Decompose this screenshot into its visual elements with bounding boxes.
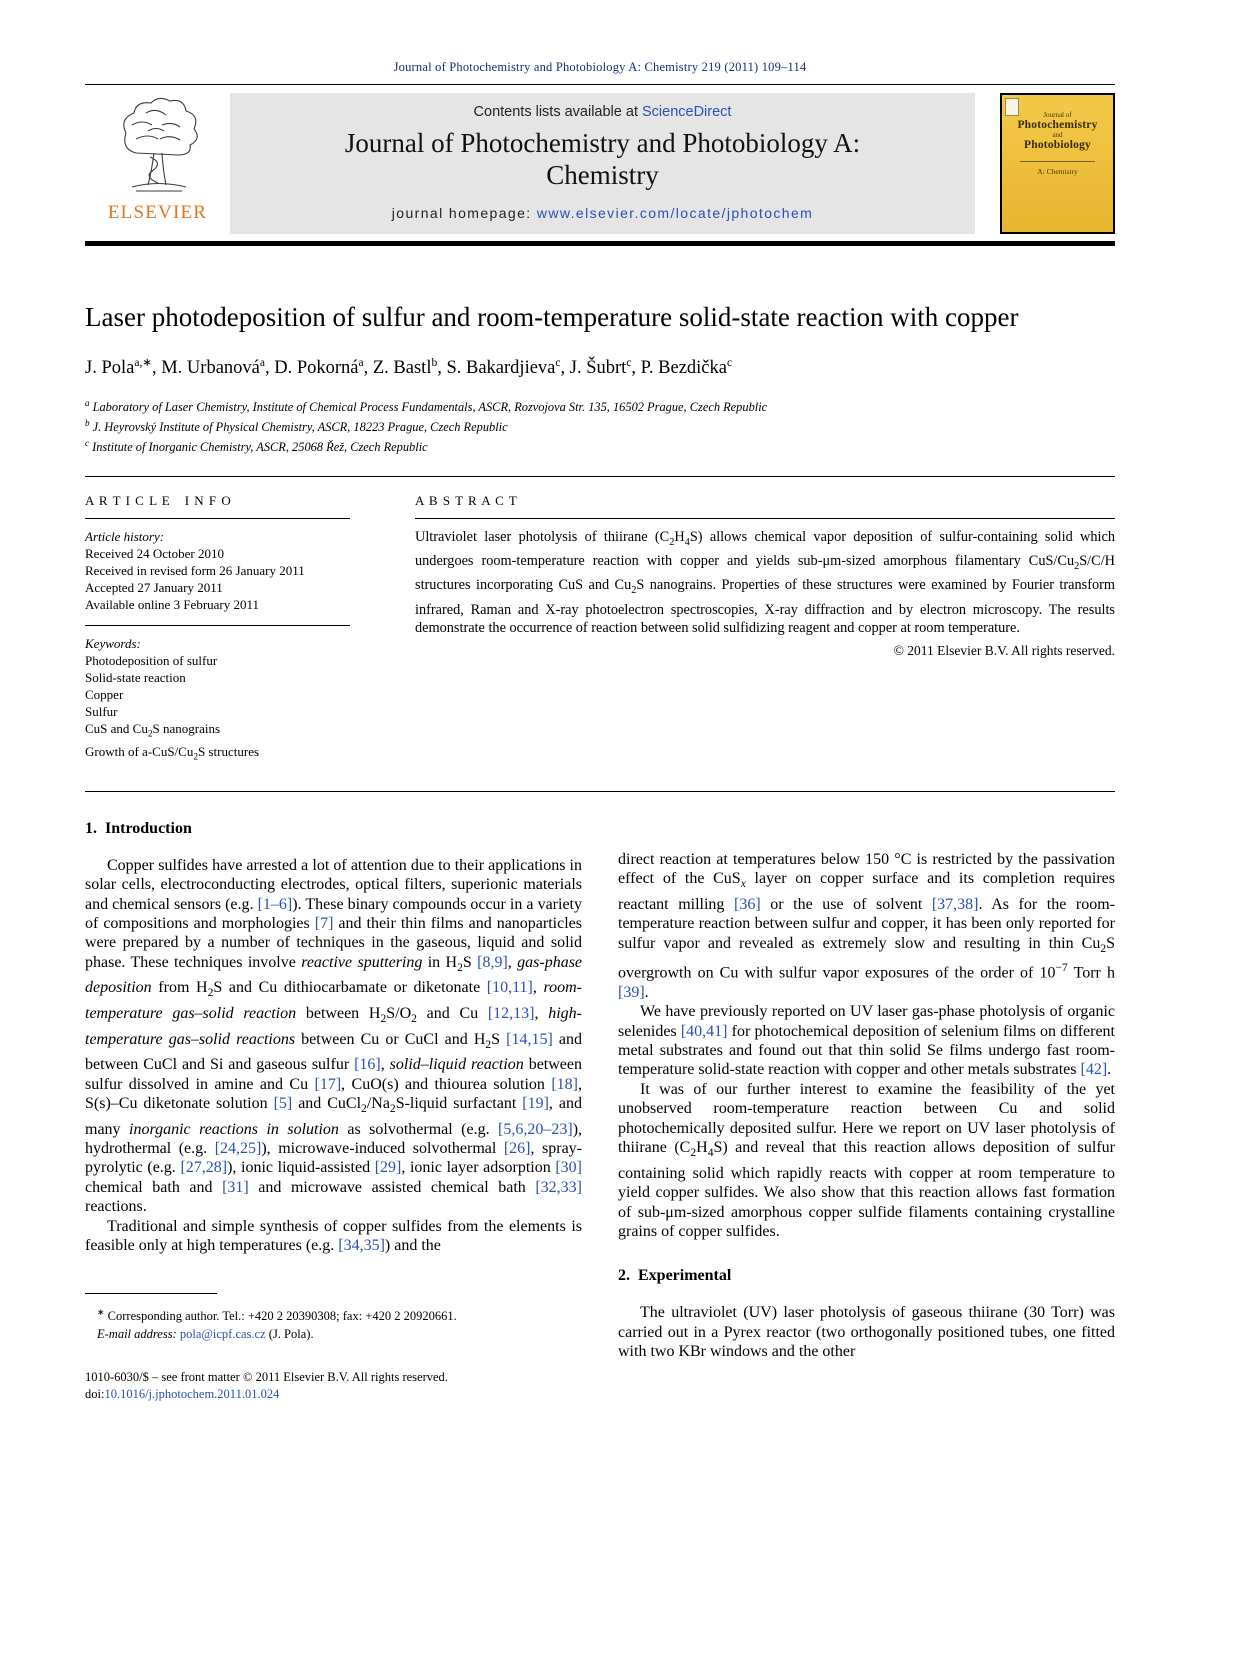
divider xyxy=(415,518,1115,519)
left-column xyxy=(85,820,582,1403)
affiliations xyxy=(85,395,1115,455)
issn-line: 1010-6030/$ – see front matter © 2011 Elsevier B.V. All rights reserved. xyxy=(85,1369,448,1384)
keyword: Photodeposition of sulfur xyxy=(85,652,218,668)
footnote-line: ∗ Corresponding author. Tel.: +420 2 20390308; fax: +420 2 20920661. xyxy=(97,1307,457,1324)
abstract-text: Ultraviolet laser photolysis of thiirane $(C_2H_4S)$ allows chemical vapor deposition of sulfur-containing solid which undergoes room-temperature reaction with copper and yields sub-μm-sized amorphous filamentary CuS/$Cu_2S/C/H$ structures incorporating CuS and $Cu_2S$ nanograins. Properties of these structures were examined by Fourier transform infrared, Raman and X-ray photoelectron spectroscopies, X-ray diffraction and by electron microscopy. The results demonstrate the occurrence of reaction between solid sulfidizing reagent and copper at room temperature. xyxy=(415,528,1115,637)
citation-ref-link[interactable]: [42] xyxy=(1080,1061,1108,1079)
citation-ref-link[interactable]: [5,6,20–23] xyxy=(498,1120,573,1138)
article-title: Laser photodeposition of sulfur and room-temperature solid-state reaction with copper xyxy=(85,302,1019,332)
section-heading-introduction: 1. Introduction xyxy=(85,819,192,837)
citation-ref-link[interactable]: [27,28] xyxy=(180,1159,228,1177)
citation-ref-link[interactable]: [26] xyxy=(503,1139,531,1157)
cover-text-chemistry: A: Chemistry xyxy=(1037,167,1078,176)
citation-ref-link[interactable]: [10,11] xyxy=(486,979,533,997)
citation-ref-link[interactable]: [5] xyxy=(273,1094,293,1112)
citation-ref-link[interactable]: [30] xyxy=(555,1159,582,1177)
elsevier-logo xyxy=(85,93,230,234)
homepage-prefix: journal homepage: xyxy=(391,205,537,221)
meta-bottom-rule xyxy=(85,791,1115,792)
paragraph: The ultraviolet (UV) laser photolysis of gaseous thiirane (30 Torr) was carried out in a Pyrex reactor (two orthogonally positioned tubes, one fitted with two KBr windows and the other xyxy=(618,1304,1115,1361)
citation-ref-link[interactable]: [7] xyxy=(314,914,334,932)
header-thick-rule xyxy=(85,241,1115,246)
publisher-footer xyxy=(85,1369,582,1403)
history-item: Available online 3 February 2011 xyxy=(85,596,260,612)
sciencedirect-link[interactable]: ScienceDirect xyxy=(642,104,732,120)
citation-ref-link[interactable]: [1–6] xyxy=(257,895,293,913)
affiliation-c: $^c$ Institute of Inorganic Chemistry, ASCR, 25068 Řež, Czech Republic xyxy=(85,438,428,455)
keyword: Copper xyxy=(85,686,124,702)
paragraph: Traditional and simple synthesis of copper sulfides from the elements is feasible only at high temperatures (e.g. [34,35]) and the xyxy=(85,1217,582,1254)
affiliation-b: $^b$ J. Heyrovský Institute of Physical Chemistry, ASCR, 18223 Prague, Czech Republic xyxy=(85,418,508,435)
article-body xyxy=(85,820,1115,1403)
citation-ref-link[interactable]: [14,15] xyxy=(506,1030,553,1048)
elsevier-wordmark: ELSEVIER xyxy=(107,202,208,223)
cover-text-photobiology: Photobiology xyxy=(1024,139,1091,151)
keyword: Solid-state reaction xyxy=(85,669,186,685)
article-info-panel xyxy=(85,493,350,767)
article-meta xyxy=(85,493,1115,767)
abstract-copyright: © 2011 Elsevier B.V. All rights reserved. xyxy=(893,643,1115,659)
elsevier-tree-icon xyxy=(106,95,210,195)
citation-ref-link[interactable]: [16] xyxy=(354,1056,381,1074)
paragraph: We have previously reported on UV laser gas-phase photolysis of organic selenides [40,41] for photochemical deposition of selenium films on different metal substrates and found out that thin solid Se films undergo fast room-temperature solid-state reaction with copper and other metals substrates [42]. xyxy=(618,1003,1115,1079)
keyword: CuS and $Cu_2S$ nanograins xyxy=(85,720,221,740)
cover-mini-logo xyxy=(1005,98,1019,116)
citation-ref-link[interactable]: [18] xyxy=(551,1075,578,1093)
history-item: Accepted 27 January 2011 xyxy=(85,579,223,595)
journal-title-line2: Chemistry xyxy=(546,160,659,190)
meta-top-rule xyxy=(85,476,1115,477)
citation-ref-link[interactable]: [29] xyxy=(374,1159,402,1177)
article-info-heading: A R T I C L E I N F O xyxy=(85,492,232,508)
citation-ref-link[interactable]: [39] xyxy=(618,983,645,1001)
keyword: Growth of $a-CuS/Cu_2S$ structures xyxy=(85,744,260,763)
journal-banner xyxy=(230,93,975,234)
cover-text-and: and xyxy=(1052,131,1063,139)
citation-ref-link[interactable]: [12,13] xyxy=(487,1004,535,1022)
keywords-label: Keywords: xyxy=(85,635,141,651)
paragraph: Copper sulfides have arrested a lot of attention due to their applications in solar cells, electroconducting electrodes, optical filters, superionic materials and chemical sensors (e.g. [1–6]). These binary compounds occur in a variety of compositions and morphologies [7] and their thin films and nanoparticles were prepared by a number of techniques in the gaseous, liquid and solid phase. These techniques involve reactive sputtering in $H_2S$ [8,9], gas-phase deposition from $H_2S$ and Cu dithiocarbamate or diketonate [10,11], room-temperature gas–solid reaction between $H_2S/O_2$ and Cu [12,13], high-temperature gas–solid reactions between Cu or CuCl and $H_2S$ [14,15] and between CuCl and Si and gaseous sulfur [16], solid–liquid reaction between sulfur dissolved in amine and Cu [17], CuO(s) and thiourea solution [18], S(s)–Cu diketonate solution [5] and $CuCl_2/Na_2S$-liquid surfactant [19], and many inorganic reactions in solution as solvothermal (e.g. [5,6,20–23]), hydrothermal (e.g. [24,25]), microwave-induced solvothermal [26], spray-pyrolytic (e.g. [27,28]), ionic liquid-assisted [29], ionic layer adsorption [30] chemical bath and [31] and microwave assisted chemical bath [32,33] reactions. xyxy=(85,856,583,1216)
citation-ref-link[interactable]: [40,41] xyxy=(680,1022,728,1040)
running-head-citation: Journal of Photochemistry and Photobiology A: Chemistry 219 (2011) 109–114 xyxy=(393,60,807,74)
citation-ref-link[interactable]: [32,33] xyxy=(535,1178,582,1196)
citation-ref-link[interactable]: [24,25] xyxy=(214,1139,262,1157)
contents-prefix: Contents lists available at xyxy=(473,104,642,120)
citation-ref-link[interactable]: [37,38] xyxy=(931,895,979,913)
cover-text-photochemistry: Photochemistry xyxy=(1017,119,1098,131)
affiliation-a: $^a$ Laboratory of Laser Chemistry, Institute of Chemical Process Fundamentals, ASCR, Rozvojova Str. 135, 16502 Prague, Czech Republic xyxy=(85,398,768,415)
footnote-email-line: E-mail address: pola@icpf.cas.cz (J. Pola). xyxy=(97,1326,314,1341)
keyword: Sulfur xyxy=(85,703,118,719)
citation-ref-link[interactable]: [34,35] xyxy=(338,1236,385,1254)
doi-prefix: doi: xyxy=(85,1386,105,1401)
divider xyxy=(85,518,350,519)
contents-line xyxy=(230,104,975,120)
doi-link[interactable]: 10.1016/j.jphotochem.2011.01.024 xyxy=(104,1386,280,1401)
cover-divider xyxy=(1020,161,1095,162)
doi-line xyxy=(85,1386,582,1403)
top-divider xyxy=(85,84,1115,85)
journal-header xyxy=(85,93,1115,234)
journal-title-line1: Journal of Photochemistry and Photobiology A: xyxy=(344,128,861,158)
right-column xyxy=(618,820,1115,1403)
history-item: Received 24 October 2010 xyxy=(85,545,224,561)
citation-ref-link[interactable]: [36] xyxy=(734,895,761,913)
homepage-link[interactable]: www.elsevier.com/locate/jphotochem xyxy=(536,205,814,221)
divider xyxy=(85,625,350,626)
corresponding-author-footnote xyxy=(85,1304,582,1342)
abstract-heading: A B S T R A C T xyxy=(415,492,518,508)
journal-cover-thumbnail[interactable] xyxy=(1000,93,1115,234)
footnote-rule xyxy=(85,1293,217,1294)
abstract-panel xyxy=(415,493,1115,767)
paragraph: direct reaction at temperatures below 150 °C is restricted by the passivation effect of the CuS$_x$ layer on copper surface and its completion requires reactant milling [36] or the use of solvent [37,38]. As for the room-temperature reaction between sulfur and copper, it has been only reported for sulfur vapor and revealed as extremely slow and resulting in thin $Cu_2S$ overgrowth on Cu with sulfur vapor exposures of the order of $10^{-7}$ Torr h [39]. xyxy=(618,850,1116,1001)
paragraph: It was of our further interest to examine the feasibility of the yet unobserved room-temperature reaction between Cu and solid photochemically deposited sulfur. Here we report on UV laser photolysis of thiirane $(C_2H_4S)$ and reveal that this reaction allows deposition of sulfur containing solid which rapidly reacts with copper at room temperature to yield copper sulfides. We also show that this reaction allows fast formation of sub-μm-sized amorphous copper sulfide filaments containing crystalline grains of copper sulfides. xyxy=(618,1080,1115,1240)
homepage-line xyxy=(230,205,975,221)
history-label: Article history: xyxy=(85,528,165,544)
email-link[interactable]: pola@icpf.cas.cz xyxy=(179,1326,266,1341)
citation-ref-link[interactable]: [19] xyxy=(522,1094,549,1112)
citation-ref-link[interactable]: [31] xyxy=(222,1178,249,1196)
citation-ref-link[interactable]: [17] xyxy=(314,1075,342,1093)
author-list: J. Pola$^{a,∗}$, M. Urbanová$^a$, D. Pokorná$^a$, Z. Bastl$^b$, S. Bakardjieva$^c$, J. Šubrt$^c$, P. Bezdička$^c$ xyxy=(85,357,733,379)
cover-text-journal-of: Journal of xyxy=(1043,111,1072,119)
section-heading-experimental: 2. Experimental xyxy=(618,1267,732,1285)
citation-ref-link[interactable]: [8,9] xyxy=(477,953,508,971)
history-item: Received in revised form 26 January 2011 xyxy=(85,562,305,578)
